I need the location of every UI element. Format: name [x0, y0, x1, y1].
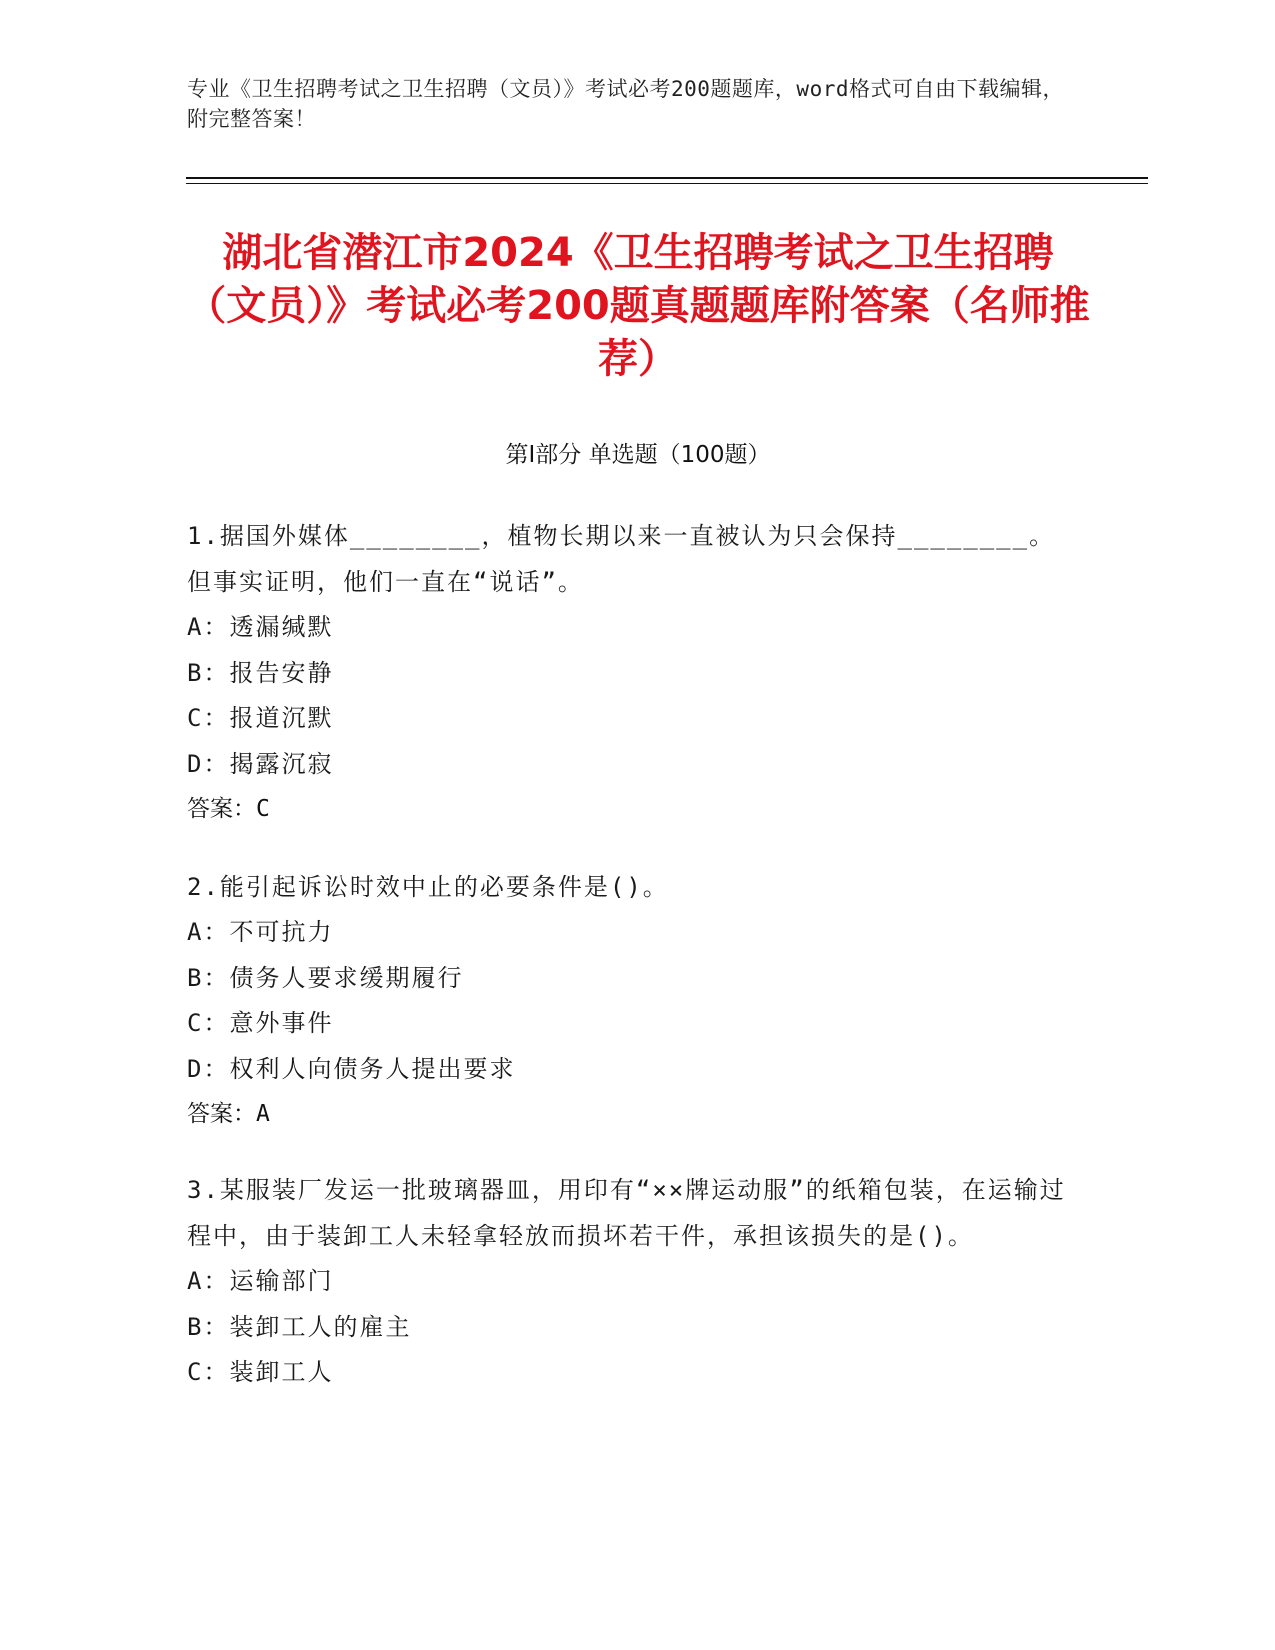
question-text: 2.能引起诉讼时效中止的必要条件是()。 — [187, 873, 669, 901]
answer-line — [187, 787, 1067, 833]
answer-label: 答案： — [187, 1101, 256, 1127]
header-divider — [186, 177, 1148, 179]
question-text: 1.据国外媒体________，植物长期以来一直被认为只会保持________。但事实证明，他们一直在“说话”。 — [187, 522, 1056, 596]
answer-label: 答案： — [187, 796, 256, 822]
question-1 — [187, 513, 1067, 833]
question-3 — [187, 1167, 1067, 1396]
option-b: B：债务人要求缓期履行 — [187, 963, 464, 992]
answer-line — [187, 1092, 1067, 1138]
document-title: 湖北省潜江市2024《卫生招聘考试之卫生招聘（文员）》考试必考200题真题题库附答案（名师推荐） — [186, 230, 1090, 382]
option-c: C：意外事件 — [187, 1009, 334, 1037]
option-a: A：透漏缄默 — [187, 613, 334, 641]
header-note: 专业《卫生招聘考试之卫生招聘（文员）》考试必考200题题库，word格式可自由下载编辑，附完整答案！ — [187, 77, 1064, 131]
section-title: 第I部分 单选题（100题） — [505, 442, 771, 468]
answer-value: C — [256, 796, 270, 822]
option-c: C：报道沉默 — [187, 704, 334, 732]
option-b: B：装卸工人的雇主 — [187, 1312, 412, 1341]
header-divider-thin — [186, 183, 1148, 184]
option-c: C：装卸工人 — [187, 1358, 334, 1386]
question-text: 3.某服装厂发运一批玻璃器皿，用印有“××牌运动服”的纸箱包装，在运输过程中，由于装卸工人未轻拿轻放而损坏若干件，承担该损失的是()。 — [187, 1176, 1066, 1250]
question-2 — [187, 864, 1067, 1138]
answer-value: A — [256, 1101, 270, 1127]
option-d: D：权利人向债务人提出要求 — [187, 1054, 516, 1083]
option-b: B：报告安静 — [187, 658, 334, 687]
option-a: A：不可抗力 — [187, 918, 334, 946]
option-a: A：运输部门 — [187, 1267, 334, 1295]
option-d: D：揭露沉寂 — [187, 749, 334, 778]
